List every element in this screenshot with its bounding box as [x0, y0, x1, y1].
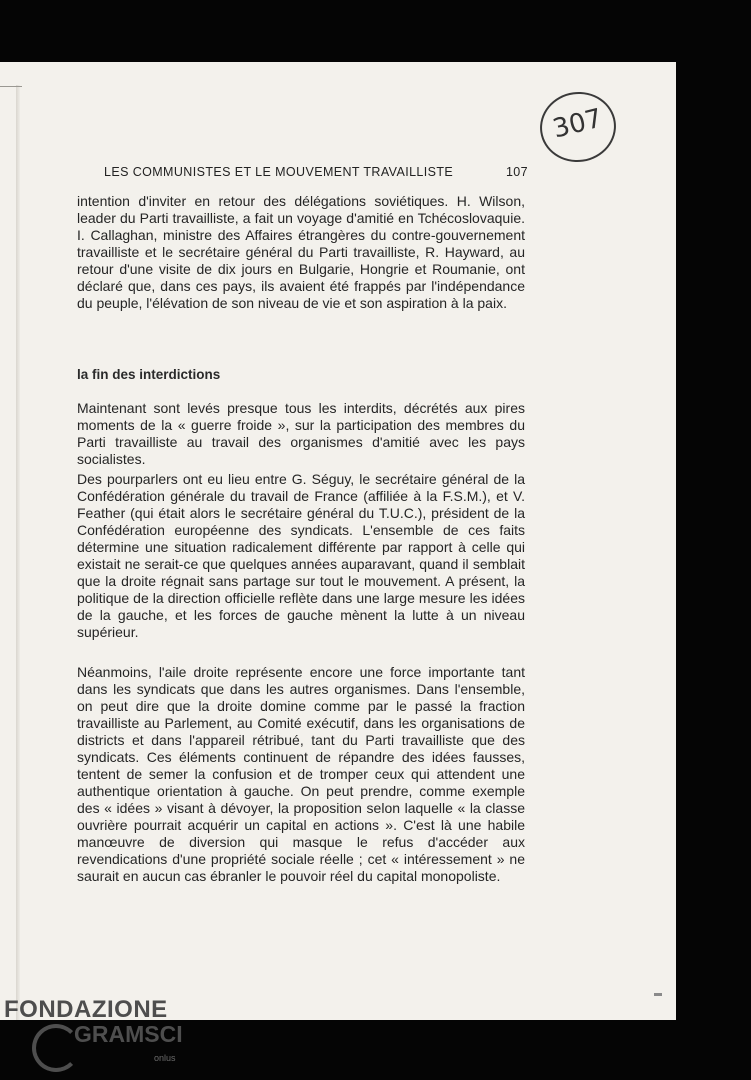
running-head: [104, 165, 528, 179]
fondazione-gramsci-watermark: [4, 996, 204, 1076]
archive-number: 307: [549, 103, 606, 145]
paragraph-4: Néanmoins, l'aile droite représente encore une force importante tant dans les syndicats que dans les autres organismes. Dans l'ensemble, on peut dire que la droite domine comme par le passé la fraction travailliste au Parlement, au Comité exécutif, dans les organisations de districts et dans l'appareil rétribué, tant du Parti travailliste que des syndicats. Ces éléments continuent de répandre des idées fausses, tentent de semer la confusion et de tromper ceux qui attendent une authentique orientation à gauche. On peut prendre, comme exemple des « idées » visant à dévoyer, la proposition selon laquelle « la classe ouvrière pourrait acquérir un capital en actions ». C'est là une habile manœuvre de diversion qui masque le refus d'accéder aux revendications d'une propriété sociale réelle ; cet « intéressement » ne saurait en aucun cas ébranler le pouvoir réel du capital monopoliste.: [77, 664, 525, 884]
page-mark: [654, 993, 662, 996]
watermark-line1: FONDAZIONE: [4, 996, 168, 1023]
divider: [0, 86, 22, 87]
watermark-line2: GRAMSCI: [74, 1021, 183, 1047]
page-number: 107: [505, 165, 528, 179]
section-heading: la fin des interdictions: [77, 367, 221, 382]
watermark-line3: onlus: [154, 1053, 176, 1063]
paragraph-3: Des pourparlers ont eu lieu entre G. Séguy, le secrétaire général de la Confédération générale du travail de France (affiliée à la F.S.M.), et V. Feather (qui était alors le secrétaire général du T.U.C.), président de la Confédération européenne des syndicats. L'ensemble de ces faits détermine une situation radicalement différente par rapport à celle qui existait ne serait-ce que quelques années auparavant, quand il semblait que la droite régnait sans partage sur tout le mouvement. A présent, la politique de la direction officielle reflète dans une large mesure les idées de la gauche, et les forces de gauche mènent la lutte à un niveau supérieur.: [77, 471, 525, 640]
paragraph-2: Maintenant sont levés presque tous les interdits, décrétés aux pires moments de la « guerre froide », sur la participation des membres du Parti travailliste au travail des organismes d'amitié avec les pays socialistes.: [77, 400, 525, 467]
binding-edge: [16, 85, 20, 1020]
logo-swoosh-icon: [32, 1024, 80, 1072]
running-head-title: LES COMMUNISTES ET LE MOUVEMENT TRAVAILLISTE: [104, 165, 454, 179]
paragraph-1: intention d'inviter en retour des délégations soviétiques. H. Wilson, leader du Parti travailliste, a fait un voyage d'amitié en Tchécoslovaquie. I. Callaghan, ministre des Affaires étrangères du contre-gouvernement travailliste et le secrétaire général du Parti travailliste, R. Hayward, au retour d'une visite de dix jours en Bulgarie, Hongrie et Roumanie, ont déclaré que, dans ces pays, ils avaient été frappés par l'indépendance du peuple, l'élévation de son niveau de vie et son aspiration à la paix.: [77, 193, 525, 311]
